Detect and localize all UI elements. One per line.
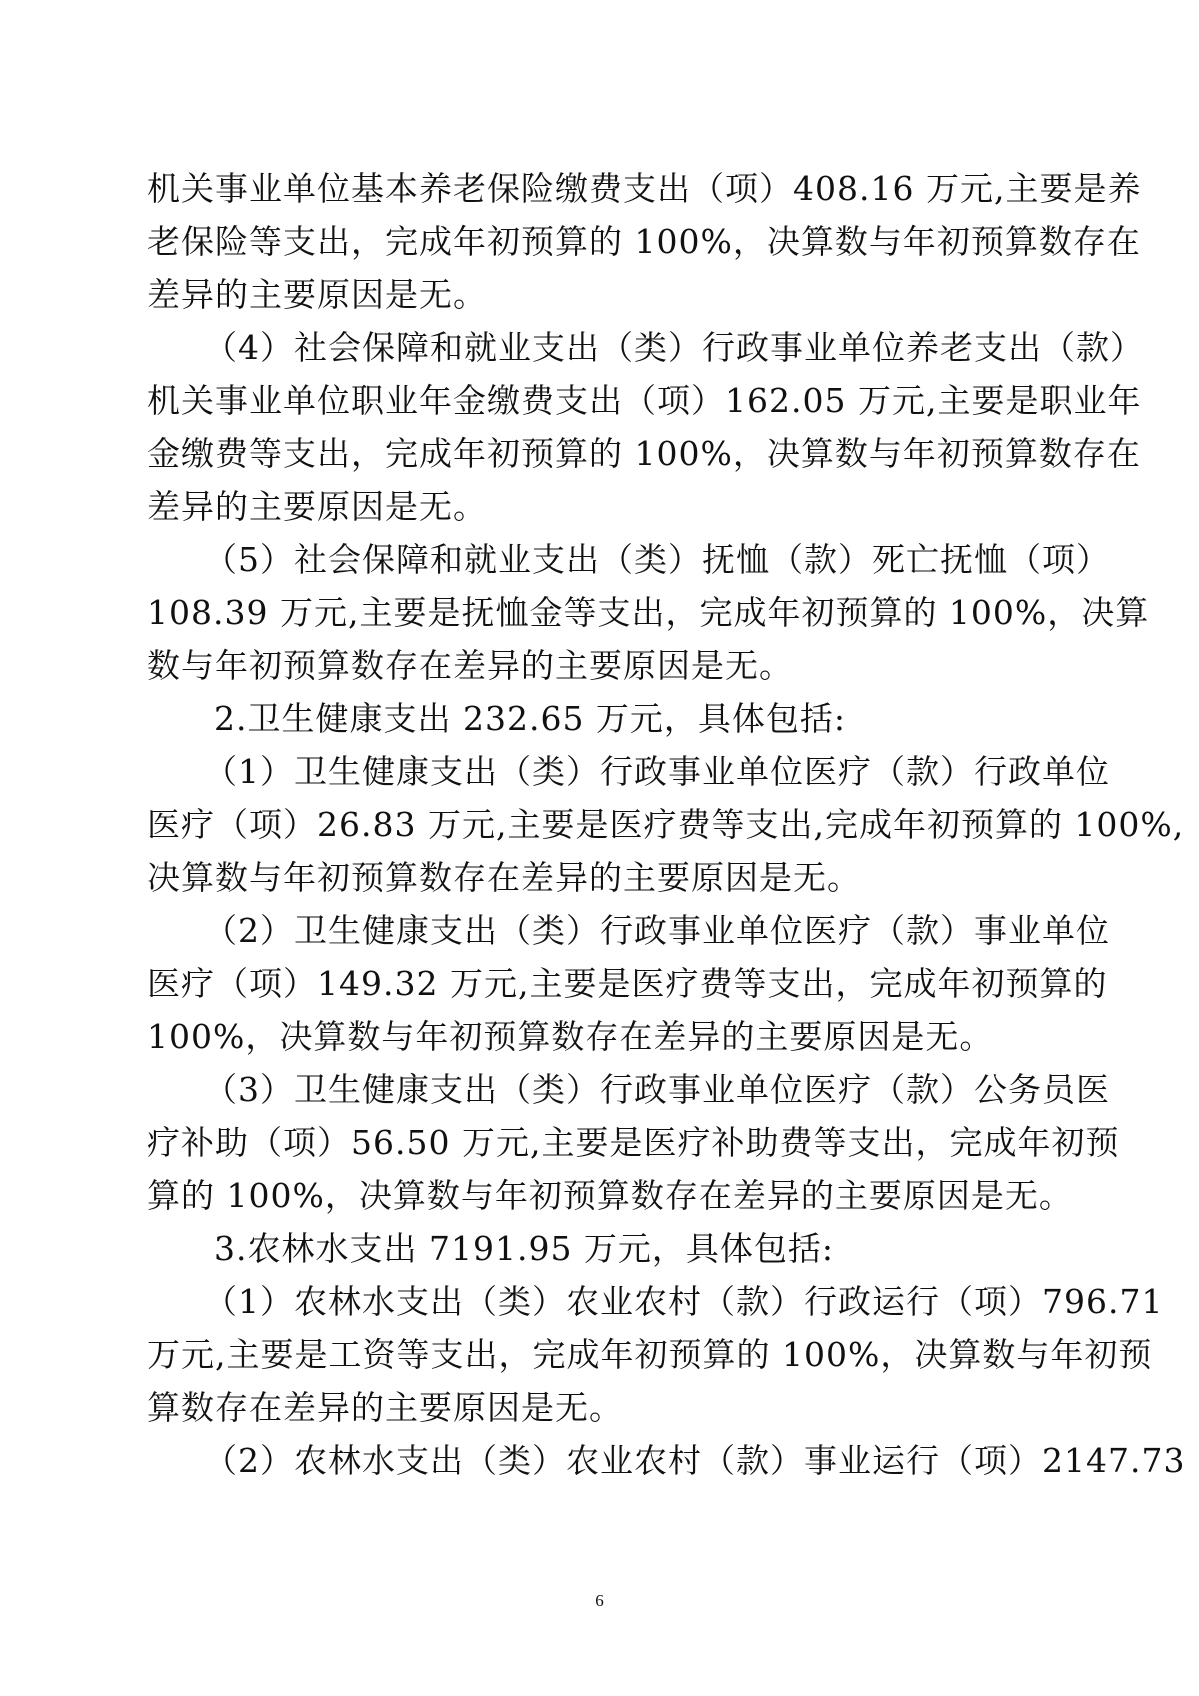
text-line: 差异的主要原因是无。 <box>147 275 487 314</box>
page-number: 6 <box>595 1591 604 1610</box>
text-line: 数与年初预算数存在差异的主要原因是无。 <box>147 646 793 685</box>
text-line: （2）卫生健康支出（类）行政事业单位医疗（款）事业单位 <box>204 911 1110 950</box>
text-line: 机关事业单位基本养老保险缴费支出（项）408.16 万元,主要是养 <box>147 169 1142 208</box>
text-line: 金缴费等支出，完成年初预算的 100%，决算数与年初预算数存在 <box>147 434 1141 473</box>
text-line: 差异的主要原因是无。 <box>147 487 487 526</box>
text-line: （5）社会保障和就业支出（类）抚恤（款）死亡抚恤（项） <box>204 540 1110 579</box>
text-line: 机关事业单位职业年金缴费支出（项）162.05 万元,主要是职业年 <box>147 381 1142 420</box>
text-line: （1）卫生健康支出（类）行政事业单位医疗（款）行政单位 <box>204 752 1110 791</box>
text-line: 万元,主要是工资等支出，完成年初预算的 100%，决算数与年初预 <box>147 1335 1153 1374</box>
text-line: 疗补助（项）56.50 万元,主要是医疗补助费等支出，完成年初预 <box>147 1123 1120 1162</box>
section-heading: 2.卫生健康支出 232.65 万元，具体包括: <box>214 699 847 738</box>
section-heading: 3.农林水支出 7191.95 万元，具体包括: <box>214 1229 835 1268</box>
text-line: 医疗（项）149.32 万元,主要是医疗费等支出，完成年初预算的 <box>147 964 1108 1003</box>
text-line: （4）社会保障和就业支出（类）行政事业单位养老支出（款） <box>204 328 1144 367</box>
text-line: （1）农林水支出（类）农业农村（款）行政运行（项）796.71 <box>204 1282 1164 1321</box>
text-line: （3）卫生健康支出（类）行政事业单位医疗（款）公务员医 <box>204 1070 1110 1109</box>
text-line: 108.39 万元,主要是抚恤金等支出，完成年初预算的 100%，决算 <box>147 593 1150 632</box>
text-line: 老保险等支出，完成年初预算的 100%，决算数与年初预算数存在 <box>147 222 1141 261</box>
text-line: 算数存在差异的主要原因是无。 <box>147 1388 623 1427</box>
text-line: 医疗（项）26.83 万元,主要是医疗费等支出,完成年初预算的 100%, <box>147 805 1185 844</box>
text-line: 算的 100%，决算数与年初预算数存在差异的主要原因是无。 <box>147 1176 1073 1215</box>
text-line: 100%，决算数与年初预算数存在差异的主要原因是无。 <box>147 1017 994 1056</box>
text-line: （2）农林水支出（类）农业农村（款）事业运行（项）2147.73 <box>204 1441 1186 1480</box>
text-line: 决算数与年初预算数存在差异的主要原因是无。 <box>147 858 861 897</box>
